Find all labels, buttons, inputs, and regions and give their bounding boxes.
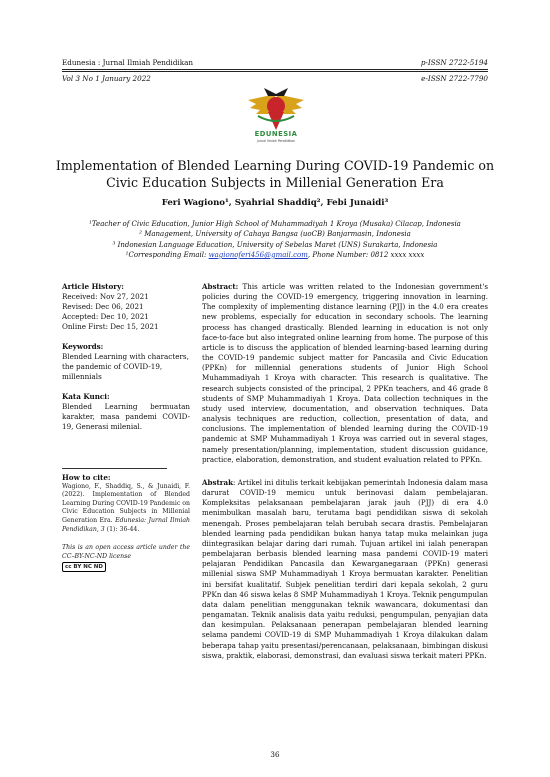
- cite-heading: How to cite:: [62, 473, 111, 482]
- keywords-heading: Keywords:: [62, 342, 104, 351]
- pissn: p-ISSN 2722-5194: [420, 58, 488, 67]
- article-history: [62, 282, 190, 332]
- accepted-date: Accepted: Dec 10, 2021: [62, 312, 149, 322]
- abstract-en: [202, 282, 488, 465]
- cite-journal: Edunesia: Jurnal Ilmiah Pendidikan, 3: [62, 516, 190, 533]
- article-title: Implementation of Blended Learning During COVID-19 Pandemic on Civic Education Subjects in Millenial Generation Era: [55, 158, 495, 190]
- cite-text: [62, 483, 190, 535]
- logo-text: EDUNESIA: [254, 130, 298, 138]
- online-date: Online First: Dec 15, 2021: [62, 322, 159, 332]
- header-rule-bottom: [62, 71, 488, 72]
- license-text: This is an open access article under the CC–BY-NC-ND license: [62, 544, 190, 560]
- revised-date: Revised: Dec 06, 2021: [62, 302, 144, 312]
- affiliation-3: ³ Indonesian Language Education, University of Sebelas Maret (UNS) Surakarta, Indonesia: [112, 240, 438, 249]
- edunesia-logo: [240, 86, 312, 148]
- kata-kunci-block: [62, 392, 190, 432]
- article-authors: Feri Wagiono¹, Syahrial Shaddiq², Febi Junaidi³: [161, 198, 389, 208]
- received-date: Received: Nov 27, 2021: [62, 292, 149, 302]
- cite-pages: (1): 36-44.: [104, 525, 140, 533]
- abstract-id: [202, 478, 488, 661]
- history-heading: Article History:: [62, 282, 124, 291]
- journal-name: Edunesia : Jurnal Ilmiah Pendidikan: [62, 58, 193, 67]
- email-prefix: ¹Corresponding Email:: [125, 250, 209, 259]
- kata-kunci-text: Blended Learning bermuatan karakter, masa pandemi COVID-19, Generasi milenial.: [62, 402, 190, 432]
- abstract-en-label: Abstract:: [202, 282, 239, 291]
- abstract-en-text: This article was written related to the Indonesian government's policies during the COVID-19 emergency, triggering innovation in learning. The complexity of implementing distance learning (PJJ) in the 4.0 era creates new problems, especially for education in secondary schools. The learning process has changed drastically. Blended learning in education is not only face-to-face but also integrated online learning from home. The purpose of this article is to discuss the application of blended learning-based learning during the COVID-19 pandemic subject matter for Pancasila and Civic Education (PPKn) for millennial generations students of Junior High School Muhammadiyah 1 Kroya with character. This research is qualitative. The research subjects consisted of the principal, 2 PPKn teachers, and 46 grade 8 students of SMP Muhammadiyah 1 Kroya. Data collection techniques in the study used interview, documentation, and observation techniques. Data analysis techniques are reduction, collection, presentation of data, and conclusions. The implementation of blended learning during the COVID-19 pandemic at SMP Muhammadiyah 1 Kroya was carried out in several stages, namely presentation/planning, implementation, student discussion guidance, practice, elaboration, demonstration, and student evaluation related to PPKn.: [202, 282, 488, 464]
- cite-divider: [62, 468, 167, 469]
- affiliation-1: ¹Teacher of Civic Education, Junior High School of Muhammadiyah 1 Kroya (Musaka) Cilacap, Indonesia: [89, 220, 461, 228]
- abstract-id-text: : Artikel ini ditulis terkait kebijakan pemerintah Indonesia dalam masa darurat COVID-19 memicu untuk berinovasi dalam pembelajaran. Kompleksitas pelaksanaan pembelajaran jarak jauh (PJJ) di era 4.0 menimbulkan masalah baru, terutama bagi pendidikan siswa di sekolah menengah. Proses pembelajaran telah berubah secara drastis. Pembelajaran blended learning pada pendidikan bukan hanya tatap muka melainkan juga diintegrasikan belajar daring dari rumah. Tujuan artikel ini ialah penerapan pembelajaran berbasis blended learning masa pandemi COVID-19 materi pelajaran Pendidikan Pancasila dan Kewarganegaraan (PPKn) generasi millenial siswa SMP Muhammadiyah 1 Kroya bermuatan karakter. Penelitian ini bersifat kualitatif. Subjek penelitian terdiri dari kepala sekolah, 2 guru PPKn dan 46 siswa kelas 8 SMP Muhammadiyah 1 Kroya. Teknik pengumpulan data dalam penelitian menggunakan teknik wawancara, dokumentasi dan pengamatan. Teknik analisis data yaitu reduksi, pengumpulan, penyajian data dan kesimpulan. Pelaksanaan penerapan pembelajaran blended learning selama pandemi COVID-19 di SMP Muhammadiyah 1 Kroya dilakukan dalam beberapa tahap yaitu presentasi/perencanaan, pelaksanaan, bimbingan diskusi siswa, praktik, elaborasi, demonstrasi, dan evaluasi siswa terkait materi PPKn.: [202, 478, 488, 660]
- cite-reference: Wagiono, F., Shaddiq, S., & Junaidi, F. (2022). Implementation of Blended Learning During COVID-19 Pandemic on Civic Education Subjects in Millenial Generation Era.: [62, 482, 190, 524]
- how-to-cite: [62, 474, 190, 572]
- email-link[interactable]: wagionoferi456@gmail.com: [208, 250, 308, 259]
- affiliations: [40, 219, 510, 260]
- corresponding-line: [40, 250, 510, 260]
- header-rule-top: [62, 69, 488, 70]
- phone-number: , Phone Number: 0812 xxxx xxxx: [307, 250, 425, 259]
- logo-tagline: Jurnal Ilmiah Pendidikan: [256, 139, 296, 143]
- abstract-id-label: Abstrak: [202, 478, 233, 487]
- keywords-text: Blended Learning with characters, the pandemic of COVID-19, millennials: [62, 352, 189, 382]
- affiliation-2: ² Management, University of Cahaya Bangsa (uoCB) Banjarmasin, Indonesia: [139, 230, 411, 239]
- volume-info: Vol 3 No 1 January 2022: [62, 74, 151, 83]
- kata-kunci-heading: Kata Kunci:: [62, 392, 110, 401]
- eissn: e-ISSN 2722-7790: [421, 74, 488, 83]
- keywords-block: [62, 342, 190, 382]
- page-number: 36: [270, 750, 280, 759]
- cc-license-badge: cc BY NC ND: [62, 562, 106, 572]
